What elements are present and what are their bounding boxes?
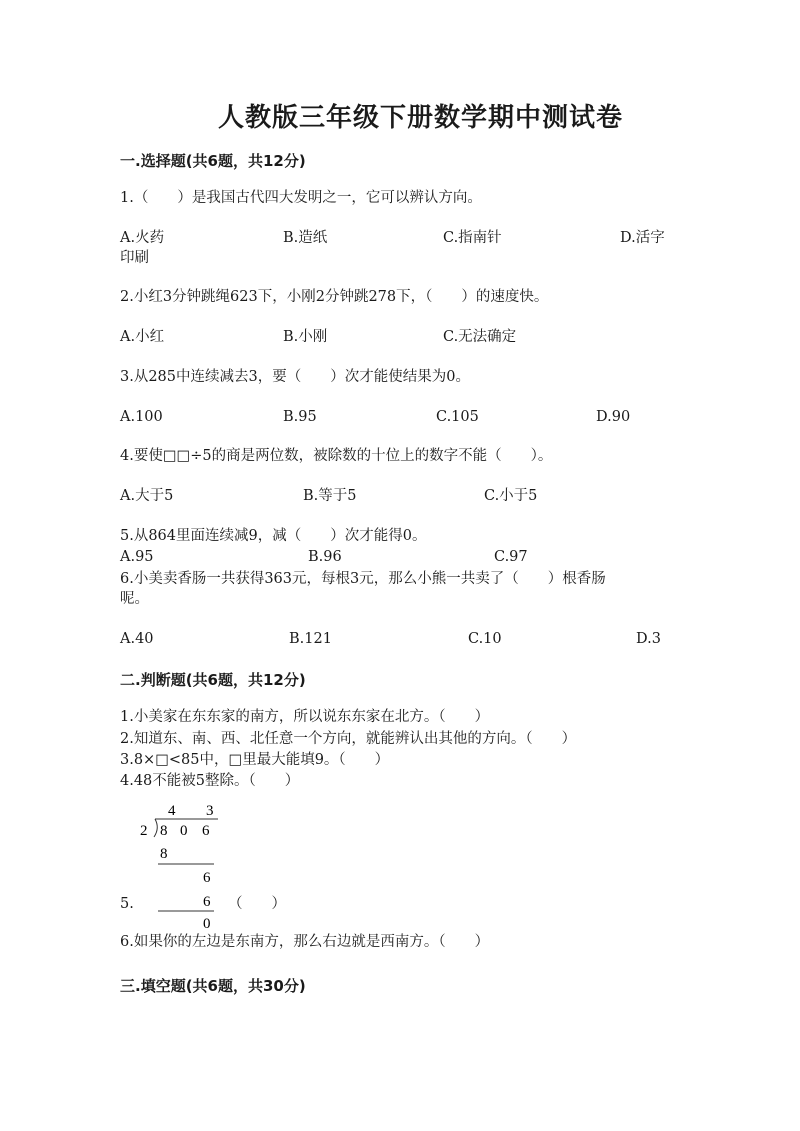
question-6-option-c: C.10 bbox=[468, 631, 502, 647]
judge-5-answer-bracket: （ ） bbox=[228, 896, 286, 912]
page-title: 人教版三年级下册数学期中测试卷 bbox=[218, 103, 624, 133]
section-heading-judge: 二.判断题(共6题，共12分) bbox=[120, 671, 306, 689]
dividend-digit-2: 0 bbox=[180, 823, 188, 839]
long-division-figure bbox=[134, 795, 229, 935]
quotient-digit-1: 4 bbox=[168, 803, 176, 819]
question-4-stem: 4.要使□□÷5的商是两位数，被除数的十位上的数字不能（ ）。 bbox=[120, 448, 553, 464]
question-3-option-c: C.105 bbox=[436, 409, 479, 425]
judge-4: 4.48不能被5整除。（ ） bbox=[120, 773, 300, 789]
question-1-option-c: C.指南针 bbox=[443, 230, 502, 246]
judge-2: 2.知道东、南、西、北任意一个方向，就能辨认出其他的方向。（ ） bbox=[120, 731, 577, 747]
question-2-stem: 2.小红3分钟跳绳623下，小刚2分钟跳278下，（ ）的速度快。 bbox=[120, 289, 549, 305]
question-3-option-a: A.100 bbox=[120, 409, 163, 425]
dividend-digit-3: 6 bbox=[202, 823, 210, 839]
dividend-digit-1: 8 bbox=[160, 823, 168, 839]
quotient-digit-2: 3 bbox=[206, 803, 214, 819]
question-2-option-c: C.无法确定 bbox=[443, 329, 517, 345]
step-product-1: 8 bbox=[160, 846, 168, 862]
question-1-option-d: D.活字 bbox=[620, 230, 665, 246]
division-bracket bbox=[154, 819, 157, 837]
question-1-option-b: B.造纸 bbox=[283, 230, 328, 246]
question-6-option-a: A.40 bbox=[120, 631, 154, 647]
judge-5-number: 5. bbox=[120, 896, 134, 912]
question-1-stem: 1.（ ）是我国古代四大发明之一，它可以辨认方向。 bbox=[120, 190, 482, 206]
question-2-option-a: A.小红 bbox=[120, 329, 165, 345]
question-5-option-a: A.95 bbox=[120, 549, 154, 565]
question-5-option-c: C.97 bbox=[494, 549, 528, 565]
judge-1: 1.小美家在东东家的南方，所以说东东家在北方。（ ） bbox=[120, 709, 490, 725]
question-1-option-a: A.火药 bbox=[120, 230, 165, 246]
question-1-option-d-wrap: 印刷 bbox=[120, 250, 149, 266]
judge-3: 3.8×□<85中，□里最大能填9。（ ） bbox=[120, 752, 390, 768]
question-3-option-d: D.90 bbox=[596, 409, 631, 425]
question-5-stem: 5.从864里面连续减9，减（ ）次才能得0。 bbox=[120, 528, 427, 544]
question-6-stem: 6.小美卖香肠一共获得363元，每根3元，那么小熊一共卖了（ ）根香肠 bbox=[120, 571, 606, 587]
divisor: 2 bbox=[140, 823, 148, 839]
judge-6: 6.如果你的左边是东南方，那么右边就是西南方。（ ） bbox=[120, 934, 490, 950]
question-4-option-a: A.大于5 bbox=[120, 488, 174, 504]
step-product-2: 6 bbox=[203, 894, 211, 910]
section-heading-choice: 一.选择题(共6题，共12分) bbox=[120, 152, 306, 170]
step-remainder-1: 6 bbox=[203, 870, 211, 886]
question-4-option-b: B.等于5 bbox=[303, 488, 357, 504]
question-5-option-b: B.96 bbox=[308, 549, 342, 565]
question-6-option-d: D.3 bbox=[636, 631, 661, 647]
question-6-stem-wrap: 呢。 bbox=[120, 591, 149, 607]
question-3-stem: 3.从285中连续减去3，要（ ）次才能使结果为0。 bbox=[120, 369, 470, 385]
question-2-option-b: B.小刚 bbox=[283, 329, 328, 345]
final-remainder: 0 bbox=[203, 916, 211, 932]
question-6-option-b: B.121 bbox=[289, 631, 332, 647]
question-3-option-b: B.95 bbox=[283, 409, 317, 425]
question-4-option-c: C.小于5 bbox=[484, 488, 538, 504]
section-heading-fill: 三.填空题(共6题，共30分) bbox=[120, 977, 306, 995]
